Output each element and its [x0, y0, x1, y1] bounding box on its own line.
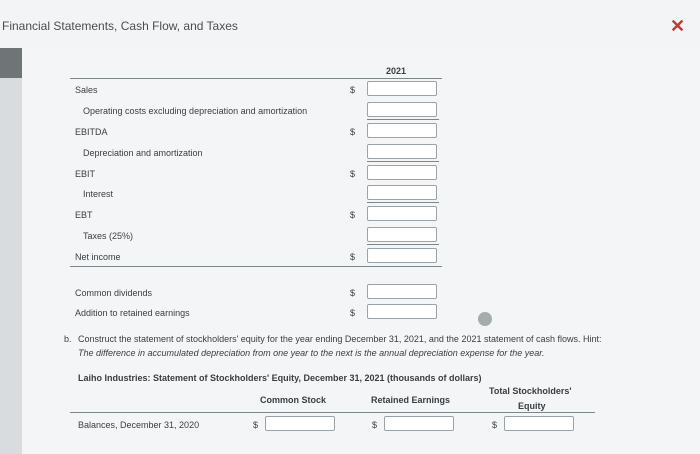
common-stock-2020-input[interactable] — [265, 416, 335, 431]
row-label-depreciation: Depreciation and amortization — [83, 148, 203, 158]
title-bar — [0, 0, 700, 48]
ebit-input[interactable] — [367, 165, 437, 180]
window-title: Financial Statements, Cash Flow, and Taxes — [2, 19, 238, 33]
total-equity-2020-input[interactable] — [504, 416, 574, 431]
col-header-common-stock: Common Stock — [260, 395, 327, 405]
row-label-common-dividends: Common dividends — [75, 288, 153, 298]
row-label-net-income: Net income — [75, 252, 121, 262]
col-header-total-equity-line2: Equity — [518, 401, 546, 411]
dollar-sign: $ — [350, 85, 356, 95]
dollar-sign: $ — [350, 169, 356, 179]
part-b-hint: The difference in accumulated depreciation from one year to the next is the annual depreciation expense for the year. — [78, 348, 545, 358]
row-label-ebt: EBT — [75, 210, 93, 220]
dollar-sign: $ — [350, 252, 356, 262]
dollar-sign: $ — [350, 308, 356, 318]
part-b-label: b. — [64, 334, 72, 344]
left-sidebar — [0, 48, 22, 454]
row-label-ebit: EBIT — [75, 169, 96, 179]
row-label-interest: Interest — [83, 189, 114, 199]
depreciation-input[interactable] — [367, 144, 437, 159]
col-header-retained-earnings: Retained Earnings — [371, 395, 451, 405]
row-label-ebitda: EBITDA — [75, 127, 108, 137]
taxes-input[interactable] — [367, 227, 437, 242]
part-b-instruction: Construct the statement of stockholders' equity for the year ending December 31, 2021, and the 2021 statement of cash flows. Hint: — [78, 334, 602, 344]
dollar-sign: $ — [372, 420, 378, 430]
dollar-sign: $ — [350, 288, 356, 298]
subtotal-rule — [367, 202, 439, 203]
row-label-operating-costs: Operating costs excluding depreciation and amortization — [83, 106, 308, 116]
row-label-balances-2020: Balances, December 31, 2020 — [78, 420, 200, 430]
common-dividends-input[interactable] — [367, 284, 437, 299]
net-income-rule — [70, 266, 442, 267]
header-rule — [70, 78, 442, 79]
close-icon[interactable]: ✕ — [670, 16, 686, 36]
status-dot — [478, 312, 492, 326]
dollar-sign: $ — [492, 420, 498, 430]
row-label-taxes: Taxes (25%) — [83, 231, 134, 241]
equity-header-rule — [70, 412, 595, 413]
dollar-sign: $ — [350, 210, 356, 220]
addition-retained-input[interactable] — [367, 304, 437, 319]
dollar-sign: $ — [253, 420, 259, 430]
dollar-sign: $ — [350, 127, 356, 137]
equity-statement-title: Laiho Industries: Statement of Stockholders' Equity, December 31, 2021 (thousands of dollars) — [78, 373, 482, 383]
ebitda-input[interactable] — [367, 123, 437, 138]
row-label-addition-retained: Addition to retained earnings — [75, 308, 190, 318]
net-income-input[interactable] — [367, 248, 437, 263]
subtotal-rule — [367, 119, 439, 120]
subtotal-rule — [367, 244, 439, 245]
row-label-sales: Sales — [75, 85, 98, 95]
sidebar-tab[interactable] — [0, 48, 22, 78]
interest-input[interactable] — [367, 185, 437, 200]
year-header: 2021 — [386, 66, 407, 76]
col-header-total-equity: Total Stockholders' — [489, 386, 572, 396]
subtotal-rule — [367, 161, 439, 162]
retained-earnings-2020-input[interactable] — [384, 416, 454, 431]
operating-costs-input[interactable] — [367, 102, 437, 117]
ebt-input[interactable] — [367, 206, 437, 221]
sales-input[interactable] — [367, 81, 437, 96]
